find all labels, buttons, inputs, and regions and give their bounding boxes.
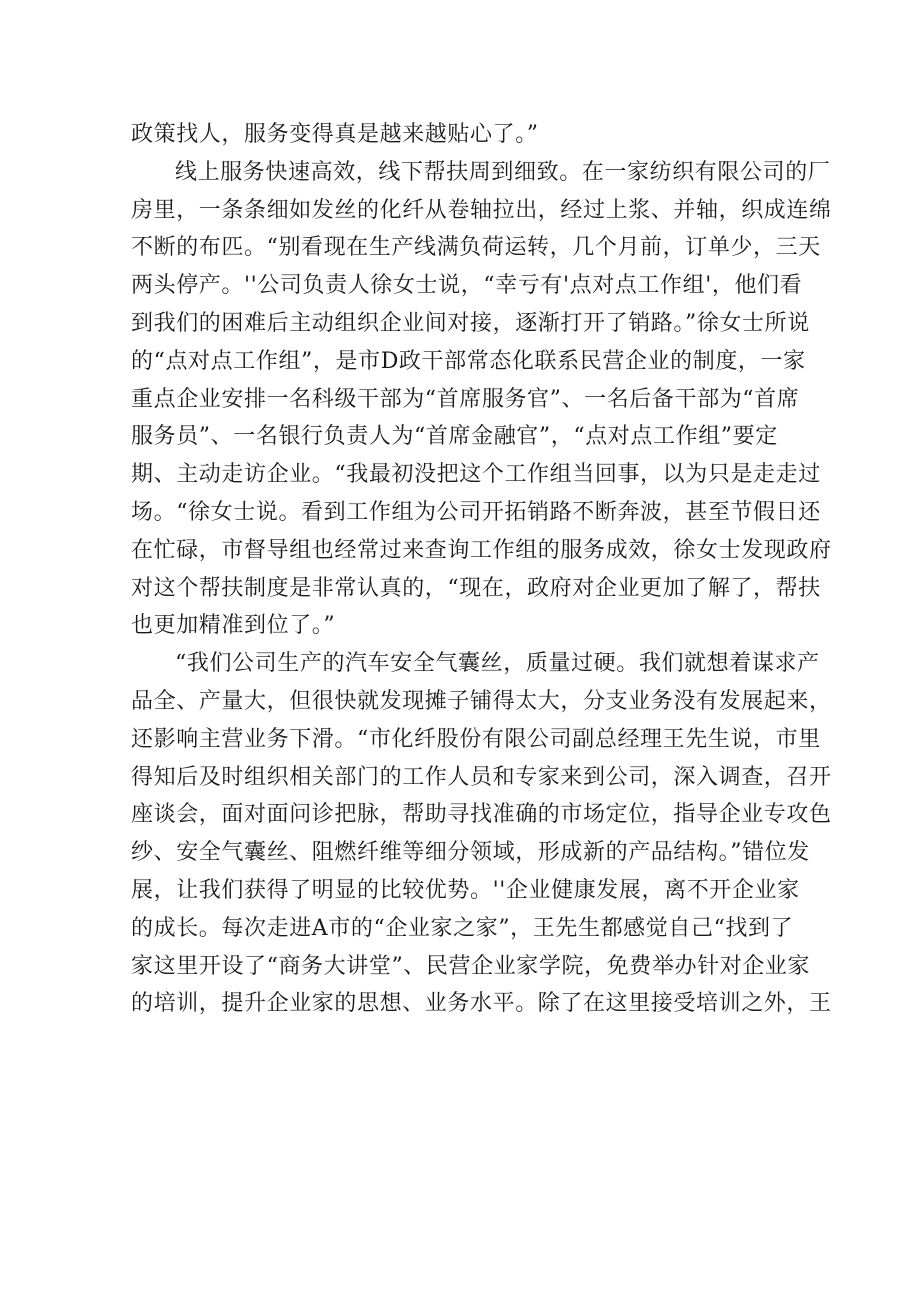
text-line: 纱、安全气囊丝、阻燃纤维等细分领域，形成新的产品结构。”错位发 <box>131 840 810 866</box>
text-line: 两头停产。''公司负责人徐女士说，“幸亏有'点对点工作组'，他们看 <box>131 273 803 299</box>
text-line: 重点企业安排一名科级干部为“首席服务官”、一名后备干部为“首席 <box>131 386 800 412</box>
text-line: 的“点对点工作组”，是市D政干部常态化联系民营企业的制度，一家 <box>131 348 806 374</box>
text-line: 对这个帮扶制度是非常认真的，“现在，政府对企业更加了解了，帮扶 <box>131 575 821 601</box>
text-line: 也更加精准到位了。” <box>131 613 336 639</box>
text-line: 在忙碌，市督导组也经常过来查询工作组的服务成效，徐女士发现政府 <box>131 537 832 563</box>
text-line: 到我们的困难后主动组织企业间对接，逐渐打开了销路。”徐女士所说 <box>131 310 810 336</box>
text-line: 的成长。每次走进A市的“企业家之家”，王先生都感觉自己“找到了 <box>131 915 794 941</box>
text-line: “我们公司生产的汽车安全气囊丝，质量过硬。我们就想着谋求产 <box>175 651 820 677</box>
text-line: 得知后及时组织相关部门的工作人员和专家来到公司，深入调查，召开 <box>131 764 832 790</box>
text-line: 场。“徐女士说。看到工作组为公司开拓销路不断奔波，甚至节假日还 <box>131 499 821 525</box>
body-text <box>131 116 832 1023</box>
text-line: 座谈会，面对面问诊把脉，帮助寻找准确的市场定位，指导企业专攻色 <box>131 802 832 828</box>
text-line: 还影响主营业务下滑。“市化纤股份有限公司副总经理王先生说，市里 <box>131 726 821 752</box>
text-line: 线上服务快速高效，线下帮扶周到细致。在一家纺织有限公司的厂 <box>175 159 831 185</box>
text-line: 政策找人，服务变得真是越来越贴心了。” <box>131 122 539 147</box>
text-line: 期、主动走访企业。“我最初没把这个工作组当回事，以为只是走走过 <box>131 462 821 488</box>
text-line: 服务员”、一名银行负责人为“首席金融官”，“点对点工作组”要定 <box>131 424 778 450</box>
text-line: 房里，一条条细如发丝的化纤从卷轴拉出，经过上浆、并轴，织成连绵 <box>131 197 832 223</box>
text-line: 不断的布匹。“别看现在生产线满负荷运转，几个月前，订单少，三天 <box>131 235 821 261</box>
text-line: 展，让我们获得了明显的比较优势。''企业健康发展，离不开企业家 <box>131 877 800 903</box>
text-line: 的培训，提升企业家的思想、业务水平。除了在这里接受培训之外，王 <box>131 991 832 1017</box>
text-line: 品全、产量大，但很快就发现摊子铺得太大，分支业务没有发展起来， <box>131 688 832 714</box>
text-line: 家这里开设了“商务大讲堂”、民营企业家学院，免费举办针对企业家 <box>131 953 811 979</box>
